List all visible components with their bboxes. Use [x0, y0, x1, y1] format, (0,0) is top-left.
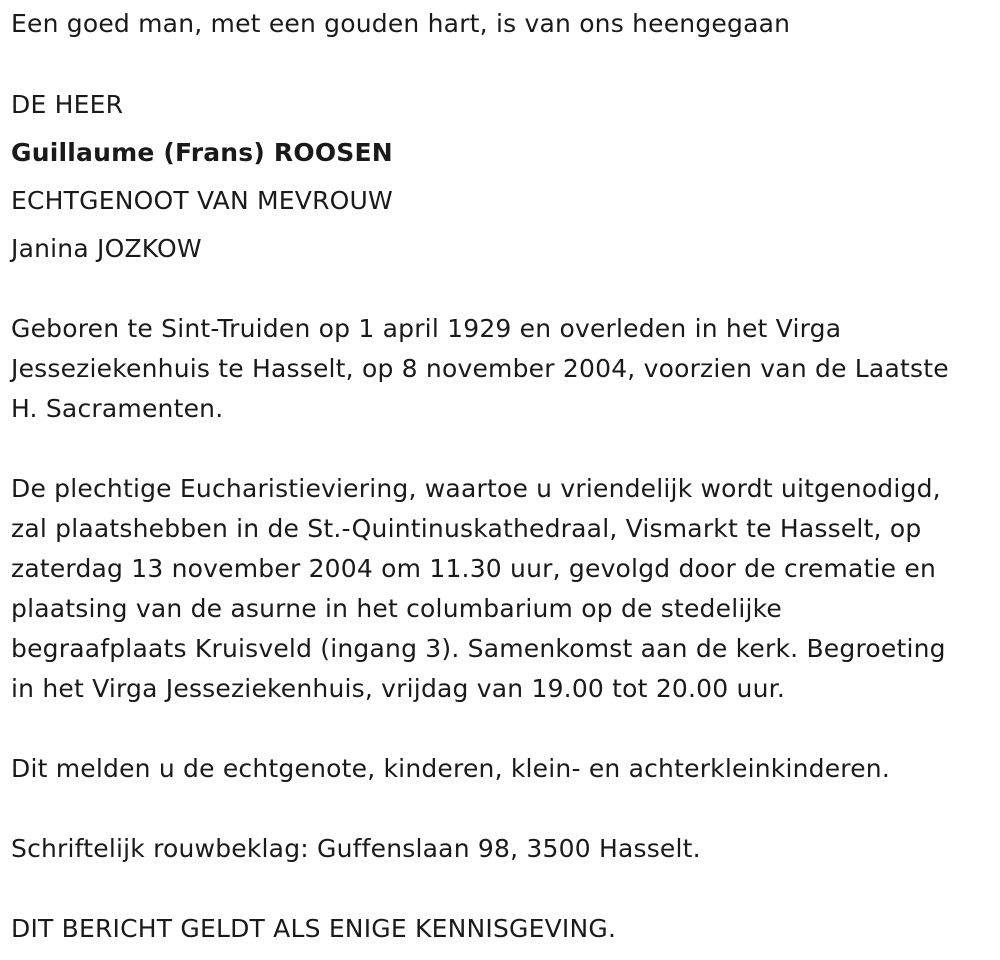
birth-death-line: H. Sacramenten. [11, 394, 224, 423]
birth-death-line: Jesseziekenhuis te Hasselt, op 8 november 2004, voorzien van de Laatste [11, 354, 949, 383]
ceremony-line: plaatsing van de asurne in het columbarium op de stedelijke [11, 594, 783, 623]
ceremony-line: zaterdag 13 november 2004 om 11.30 uur, gevolgd door de crematie en [11, 554, 936, 583]
announcers-line: Dit melden u de echtgenote, kinderen, klein- en achterkleinkinderen. [11, 754, 890, 783]
ceremony-line: De plechtige Eucharistieviering, waartoe u vriendelijk wordt uitgenodigd, [11, 474, 941, 503]
ceremony-line: in het Virga Jesseziekenhuis, vrijdag van 19.00 tot 20.00 uur. [11, 674, 785, 703]
ceremony-line: zal plaatshebben in de St.-Quintinuskathedraal, Vismarkt te Hasselt, op [11, 514, 922, 543]
deceased-name: Guillaume (Frans) ROOSEN [11, 138, 393, 167]
condolence-address: Schriftelijk rouwbeklag: Guffenslaan 98, 3500 Hasselt. [11, 834, 701, 863]
closing-statement: DIT BERICHT GELDT ALS ENIGE KENNISGEVING. [11, 914, 617, 943]
birth-death-line: Geboren te Sint-Truiden op 1 april 1929 en overleden in het Virga [11, 314, 842, 343]
ceremony-line: begraafplaats Kruisveld (ingang 3). Samenkomst aan de kerk. Begroeting [11, 634, 946, 663]
salutation: DE HEER [11, 90, 124, 119]
spouse-title: ECHTGENOOT VAN MEVROUW [11, 186, 393, 215]
intro-line: Een goed man, met een gouden hart, is van ons heengegaan [11, 9, 791, 38]
spouse-name: Janina JOZKOW [11, 234, 202, 263]
